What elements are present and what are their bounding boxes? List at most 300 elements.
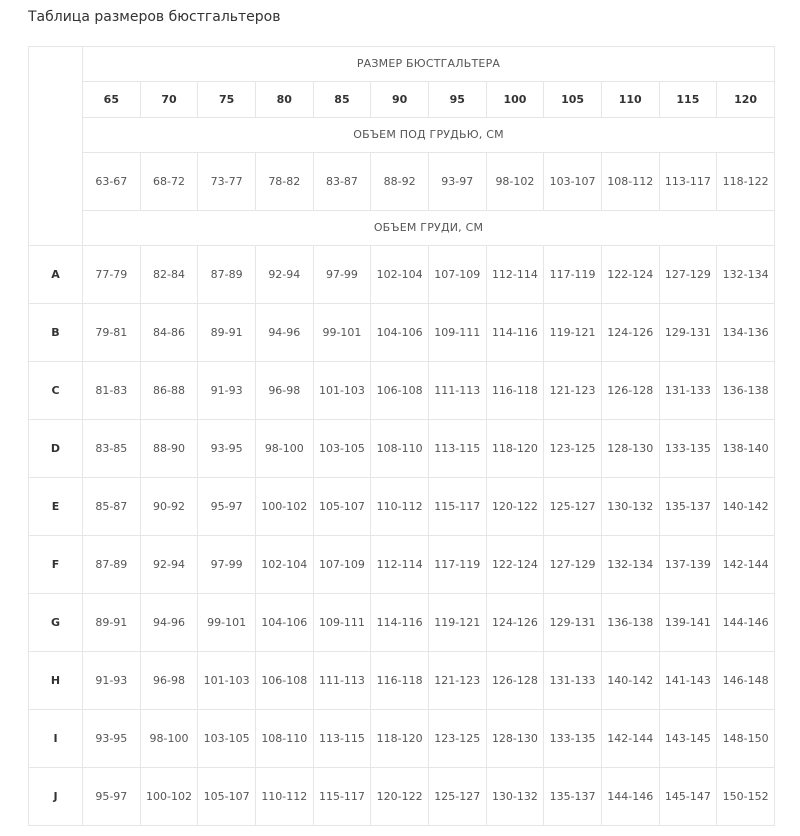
bust-value: 110-112	[376, 499, 423, 513]
bust-value: 87-89	[95, 557, 128, 571]
bust-cell	[140, 420, 198, 478]
bust-value: 124-126	[491, 615, 538, 629]
bust-cell	[198, 362, 256, 420]
table-row	[29, 768, 775, 826]
bust-header-row	[29, 211, 775, 246]
bust-value: 88-90	[153, 441, 185, 455]
bust-cell	[313, 768, 371, 826]
bust-cell	[371, 536, 429, 594]
bust-cell	[486, 362, 544, 420]
bust-value: 112-114	[491, 267, 538, 281]
underbust-value: 103-107	[549, 174, 596, 188]
bust-value: 84-86	[153, 325, 185, 339]
bust-cell	[601, 304, 659, 362]
bust-cell	[717, 304, 775, 362]
bust-cell	[428, 768, 486, 826]
bust-cell	[601, 710, 659, 768]
bust-cell	[717, 246, 775, 304]
bust-value: 85-87	[95, 499, 128, 513]
underbust-value: 118-122	[722, 174, 769, 188]
bust-cell	[717, 420, 775, 478]
bust-cell	[83, 652, 141, 710]
bust-cell	[198, 478, 256, 536]
bust-value: 115-117	[318, 789, 365, 803]
bust-value: 107-109	[318, 557, 365, 571]
band-size-cell: 120	[717, 82, 775, 118]
bust-value: 136-138	[607, 615, 654, 629]
bust-value: 141-143	[664, 673, 711, 687]
bust-cell	[255, 304, 313, 362]
bust-cell	[83, 710, 141, 768]
bust-cell	[659, 304, 717, 362]
bust-cell	[486, 710, 544, 768]
bust-cell	[140, 710, 198, 768]
bust-value: 118-120	[491, 441, 538, 455]
bust-value: 146-148	[722, 673, 769, 687]
bust-value: 116-118	[376, 673, 423, 687]
bust-value: 89-91	[95, 615, 128, 629]
bust-value: 145-147	[664, 789, 711, 803]
bust-value: 117-119	[434, 557, 481, 571]
bust-header: ОБЪЕМ ГРУДИ, СМ	[83, 211, 775, 246]
bust-value: 138-140	[722, 441, 769, 455]
bust-cell	[717, 362, 775, 420]
bust-value: 144-146	[607, 789, 654, 803]
bust-value: 144-146	[722, 615, 769, 629]
bust-cell	[371, 710, 429, 768]
bust-cell	[140, 478, 198, 536]
underbust-cell	[198, 153, 256, 211]
bust-cell	[313, 420, 371, 478]
bust-cell	[717, 768, 775, 826]
bust-value: 135-137	[664, 499, 711, 513]
bust-value: 97-99	[210, 557, 243, 571]
bust-cell	[371, 304, 429, 362]
underbust-cell	[717, 153, 775, 211]
bust-value: 123-125	[549, 441, 596, 455]
bust-cell	[717, 536, 775, 594]
bust-cell	[544, 536, 602, 594]
bust-cell	[198, 652, 256, 710]
bust-value: 120-122	[491, 499, 538, 513]
cup-label: J	[29, 768, 83, 826]
bust-value: 133-135	[549, 731, 596, 745]
bust-value: 83-85	[95, 441, 128, 455]
band-size-cell: 70	[140, 82, 198, 118]
cup-label: B	[29, 304, 83, 362]
bust-cell	[428, 246, 486, 304]
bust-cell	[428, 362, 486, 420]
bust-value: 122-124	[607, 267, 654, 281]
bust-cell	[83, 594, 141, 652]
bust-value: 121-123	[549, 383, 596, 397]
bust-value: 112-114	[376, 557, 423, 571]
bust-value: 140-142	[607, 673, 654, 687]
bust-cell	[486, 420, 544, 478]
page-title: Таблица размеров бюстгальтеров	[28, 9, 281, 25]
cup-label: C	[29, 362, 83, 420]
bust-value: 130-132	[607, 499, 654, 513]
bust-cell	[371, 594, 429, 652]
bust-cell	[544, 594, 602, 652]
bust-value: 129-131	[549, 615, 596, 629]
bust-cell	[486, 478, 544, 536]
bust-value: 148-150	[722, 731, 769, 745]
bust-value: 124-126	[607, 325, 654, 339]
bust-value: 94-96	[153, 615, 185, 629]
bust-cell	[255, 652, 313, 710]
band-size-cell: 115	[659, 82, 717, 118]
cup-label: H	[29, 652, 83, 710]
bust-cell	[255, 594, 313, 652]
bust-cell	[198, 710, 256, 768]
bust-value: 92-94	[268, 267, 301, 281]
band-size-cell: 80	[255, 82, 313, 118]
underbust-cell	[83, 153, 141, 211]
bust-value: 121-123	[434, 673, 481, 687]
bust-cell	[601, 536, 659, 594]
bust-value: 102-104	[376, 267, 423, 281]
band-size-cell: 95	[428, 82, 486, 118]
underbust-cell	[313, 153, 371, 211]
bust-value: 101-103	[203, 673, 250, 687]
bra-size-header: РАЗМЕР БЮСТГАЛЬТЕРА	[83, 47, 775, 82]
bust-value: 129-131	[664, 325, 711, 339]
bust-value: 135-137	[549, 789, 596, 803]
bust-value: 116-118	[491, 383, 538, 397]
table-row	[29, 304, 775, 362]
bust-value: 114-116	[376, 615, 423, 629]
bust-cell	[313, 304, 371, 362]
bust-cell	[313, 536, 371, 594]
bust-value: 77-79	[95, 267, 128, 281]
bust-value: 93-95	[95, 731, 128, 745]
bust-cell	[601, 478, 659, 536]
bust-cell	[428, 594, 486, 652]
bust-cell	[313, 652, 371, 710]
table-row	[29, 652, 775, 710]
bust-value: 104-106	[376, 325, 423, 339]
bust-value: 113-115	[434, 441, 481, 455]
bust-value: 127-129	[664, 267, 711, 281]
bust-value: 102-104	[261, 557, 308, 571]
underbust-cell	[659, 153, 717, 211]
bust-cell	[659, 710, 717, 768]
band-size-cell: 110	[601, 82, 659, 118]
bust-cell	[140, 362, 198, 420]
bust-value: 103-105	[203, 731, 250, 745]
table-row	[29, 536, 775, 594]
bust-value: 118-120	[376, 731, 423, 745]
bust-cell	[371, 478, 429, 536]
bust-value: 140-142	[722, 499, 769, 513]
bust-cell	[83, 768, 141, 826]
underbust-value: 93-97	[441, 174, 474, 188]
cup-label: F	[29, 536, 83, 594]
bust-cell	[140, 652, 198, 710]
bust-cell	[428, 420, 486, 478]
corner-cell	[29, 47, 83, 246]
bust-value: 105-107	[203, 789, 250, 803]
bust-cell	[428, 478, 486, 536]
table-row	[29, 420, 775, 478]
underbust-value: 83-87	[325, 174, 358, 188]
bust-cell	[83, 246, 141, 304]
bust-cell	[601, 594, 659, 652]
bust-cell	[313, 594, 371, 652]
bust-cell	[659, 652, 717, 710]
underbust-cell	[255, 153, 313, 211]
bust-value: 107-109	[434, 267, 481, 281]
bust-value: 100-102	[146, 789, 192, 803]
bust-value: 82-84	[153, 267, 185, 281]
bust-value: 109-111	[318, 615, 365, 629]
table-row	[29, 710, 775, 768]
bust-value: 119-121	[434, 615, 481, 629]
bust-cell	[544, 652, 602, 710]
bust-value: 133-135	[664, 441, 711, 455]
bust-value: 136-138	[722, 383, 769, 397]
bust-cell	[255, 420, 313, 478]
bust-cell	[83, 478, 141, 536]
bra-size-table	[28, 46, 775, 826]
bust-cell	[486, 536, 544, 594]
bust-value: 142-144	[722, 557, 769, 571]
bust-value: 100-102	[261, 499, 308, 513]
bust-cell	[198, 304, 256, 362]
bust-cell	[601, 420, 659, 478]
bust-value: 94-96	[268, 325, 301, 339]
bra-size-header-row	[29, 47, 775, 82]
bust-cell	[601, 246, 659, 304]
bust-cell	[198, 536, 256, 594]
bust-cell	[140, 536, 198, 594]
bust-value: 111-113	[318, 673, 365, 687]
table-row	[29, 362, 775, 420]
bust-cell	[428, 710, 486, 768]
bust-cell	[198, 420, 256, 478]
bust-value: 105-107	[318, 499, 365, 513]
bust-value: 117-119	[549, 267, 596, 281]
bust-cell	[140, 304, 198, 362]
cup-label: A	[29, 246, 83, 304]
bust-value: 114-116	[491, 325, 538, 339]
bust-value: 110-112	[261, 789, 308, 803]
bust-value: 127-129	[549, 557, 596, 571]
bust-cell	[544, 420, 602, 478]
bust-cell	[255, 710, 313, 768]
bust-cell	[717, 652, 775, 710]
bust-value: 96-98	[268, 383, 301, 397]
band-size-cell: 105	[544, 82, 602, 118]
bust-cell	[313, 246, 371, 304]
band-size-cell: 90	[371, 82, 429, 118]
bust-value: 126-128	[607, 383, 654, 397]
bust-value: 99-101	[322, 325, 362, 339]
bust-value: 91-93	[95, 673, 128, 687]
underbust-cell	[486, 153, 544, 211]
bust-cell	[486, 594, 544, 652]
bust-cell	[140, 594, 198, 652]
cup-label: D	[29, 420, 83, 478]
table-row	[29, 594, 775, 652]
bust-value: 95-97	[210, 499, 243, 513]
bust-value: 131-133	[549, 673, 596, 687]
bust-cell	[544, 304, 602, 362]
bust-value: 91-93	[210, 383, 243, 397]
bust-cell	[313, 362, 371, 420]
underbust-cell	[544, 153, 602, 211]
bust-cell	[428, 304, 486, 362]
bust-value: 130-132	[491, 789, 538, 803]
bust-value: 89-91	[210, 325, 243, 339]
table-row	[29, 478, 775, 536]
underbust-value: 108-112	[607, 174, 654, 188]
bust-value: 111-113	[434, 383, 481, 397]
underbust-value: 78-82	[268, 174, 301, 188]
bust-value: 108-110	[261, 731, 308, 745]
underbust-value: 113-117	[664, 174, 711, 188]
band-size-cell: 85	[313, 82, 371, 118]
bust-cell	[659, 768, 717, 826]
bust-value: 137-139	[664, 557, 711, 571]
bust-value: 108-110	[376, 441, 423, 455]
bust-cell	[486, 652, 544, 710]
bust-value: 113-115	[318, 731, 365, 745]
underbust-value: 63-67	[95, 174, 128, 188]
bust-cell	[83, 304, 141, 362]
bust-cell	[717, 710, 775, 768]
bust-value: 99-101	[207, 615, 247, 629]
underbust-cell	[428, 153, 486, 211]
bust-cell	[486, 246, 544, 304]
bust-value: 123-125	[434, 731, 481, 745]
bust-cell	[601, 362, 659, 420]
underbust-cell	[371, 153, 429, 211]
bust-cell	[255, 536, 313, 594]
bust-cell	[198, 594, 256, 652]
band-size-cell: 65	[83, 82, 141, 118]
bust-value: 97-99	[325, 267, 358, 281]
bust-cell	[659, 478, 717, 536]
bust-cell	[428, 536, 486, 594]
bust-value: 98-100	[264, 441, 304, 455]
underbust-value: 98-102	[495, 174, 535, 188]
bust-cell	[659, 420, 717, 478]
bust-cell	[83, 536, 141, 594]
bust-value: 104-106	[261, 615, 308, 629]
bust-cell	[659, 246, 717, 304]
bust-cell	[544, 710, 602, 768]
bust-value: 131-133	[664, 383, 711, 397]
bust-value: 101-103	[318, 383, 365, 397]
bust-cell	[428, 652, 486, 710]
bust-cell	[371, 652, 429, 710]
bust-cell	[717, 594, 775, 652]
bust-cell	[544, 362, 602, 420]
bust-value: 115-117	[434, 499, 481, 513]
band-size-cell: 75	[198, 82, 256, 118]
bust-value: 132-134	[607, 557, 654, 571]
bust-cell	[544, 478, 602, 536]
cup-label: E	[29, 478, 83, 536]
bust-value: 109-111	[434, 325, 481, 339]
bust-value: 150-152	[722, 789, 769, 803]
bust-value: 98-100	[149, 731, 189, 745]
bust-value: 79-81	[95, 325, 128, 339]
underbust-header-row	[29, 118, 775, 153]
bust-cell	[371, 362, 429, 420]
bust-cell	[371, 246, 429, 304]
bust-value: 95-97	[95, 789, 128, 803]
bust-cell	[544, 246, 602, 304]
underbust-cell	[140, 153, 198, 211]
bust-value: 125-127	[549, 499, 596, 513]
bust-value: 86-88	[153, 383, 185, 397]
bust-cell	[659, 362, 717, 420]
bust-value: 134-136	[722, 325, 769, 339]
bust-value: 125-127	[434, 789, 481, 803]
bust-value: 139-141	[664, 615, 711, 629]
bust-value: 92-94	[153, 557, 185, 571]
bust-cell	[371, 420, 429, 478]
bust-cell	[83, 420, 141, 478]
bust-value: 128-130	[491, 731, 538, 745]
bust-cell	[83, 362, 141, 420]
bust-value: 90-92	[153, 499, 185, 513]
bust-cell	[371, 768, 429, 826]
bust-cell	[544, 768, 602, 826]
bust-value: 103-105	[318, 441, 365, 455]
bust-value: 143-145	[664, 731, 711, 745]
bust-value: 119-121	[549, 325, 596, 339]
bust-value: 126-128	[491, 673, 538, 687]
bust-cell	[659, 536, 717, 594]
cup-label: G	[29, 594, 83, 652]
bust-value: 96-98	[153, 673, 185, 687]
bust-cell	[255, 768, 313, 826]
bust-cell	[313, 710, 371, 768]
bust-value: 120-122	[376, 789, 423, 803]
bust-cell	[140, 246, 198, 304]
underbust-value: 88-92	[383, 174, 416, 188]
bust-cell	[198, 246, 256, 304]
table-row	[29, 246, 775, 304]
bust-value: 106-108	[261, 673, 308, 687]
bust-value: 132-134	[722, 267, 769, 281]
underbust-header: ОБЪЕМ ПОД ГРУДЬЮ, СМ	[83, 118, 775, 153]
bust-cell	[255, 478, 313, 536]
cup-label: I	[29, 710, 83, 768]
underbust-value: 73-77	[210, 174, 243, 188]
bust-cell	[486, 304, 544, 362]
bust-value: 122-124	[491, 557, 538, 571]
underbust-value: 68-72	[153, 174, 185, 188]
band-size-row	[29, 82, 775, 118]
bust-cell	[255, 362, 313, 420]
bust-value: 87-89	[210, 267, 243, 281]
band-size-cell: 100	[486, 82, 544, 118]
bust-cell	[198, 768, 256, 826]
bust-value: 93-95	[210, 441, 243, 455]
bust-value: 106-108	[376, 383, 423, 397]
bust-cell	[313, 478, 371, 536]
underbust-row	[29, 153, 775, 211]
bust-cell	[601, 768, 659, 826]
bust-value: 81-83	[95, 383, 128, 397]
bust-value: 142-144	[607, 731, 654, 745]
underbust-cell	[601, 153, 659, 211]
